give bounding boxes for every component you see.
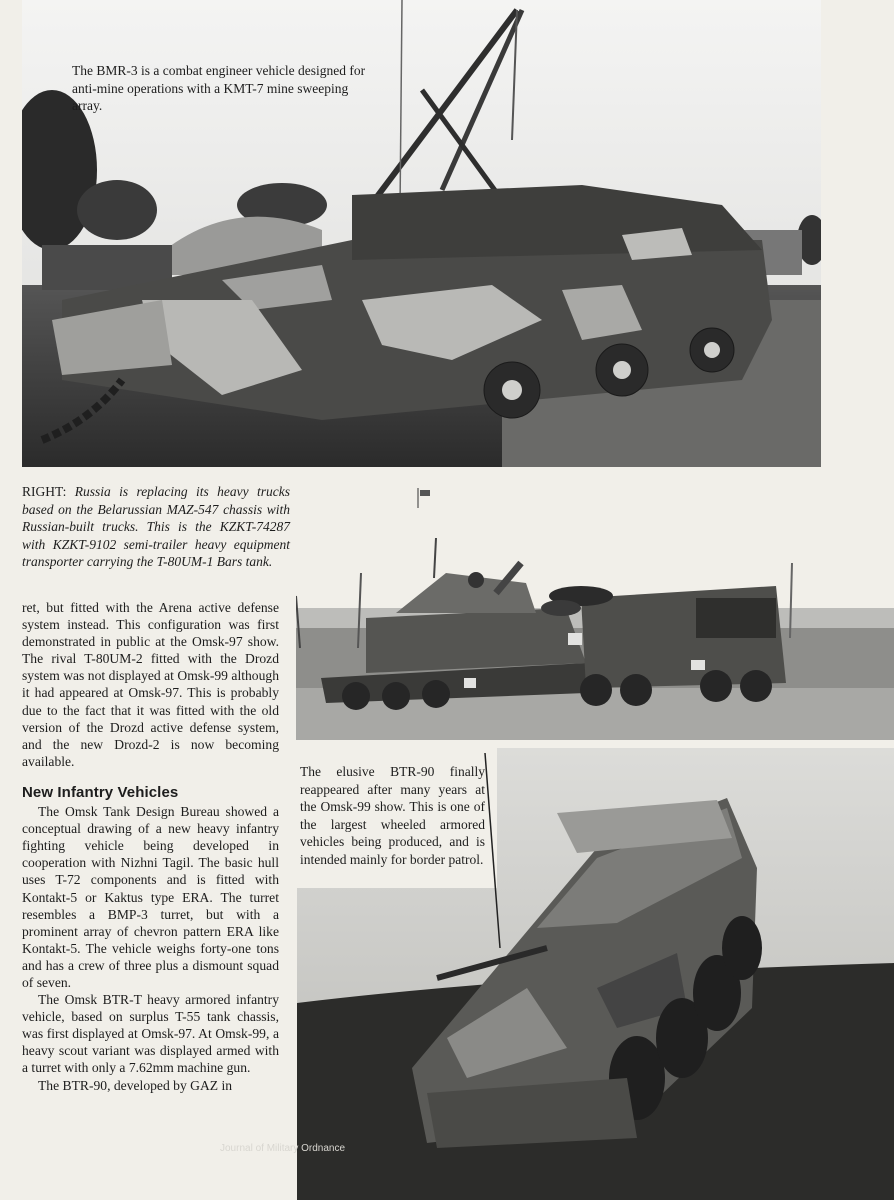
section-heading: New Infantry Vehicles — [22, 783, 179, 801]
kzkt-caption-text: Russia is replacing its heavy trucks based on the Belarussian MAZ-547 chassis with Russian-built trucks. This is the KZKT-74287 with KZKT-9102 semi-trailer heavy equipment transporter carrying the T-80UM-1 Bars tank. — [22, 484, 290, 570]
btr90-caption: The elusive BTR-90 finally reappeared after many years at the Omsk-99 show. This is one of the largest wheeled armored vehicles being produced, and is intended mainly for border patrol. — [300, 764, 485, 867]
body-para-1: The Omsk Tank Design Bureau showed a conceptual drawing of a new heavy infantry fighting vehicle being developed in cooperation with Nizhni Tagil. The basic hull uses T-72 components and is fitted with Kontakt-5 or Kaktus type ERA. The turret resembles a BMP-3 turret, but with a prominent array of chevron pattern ERA like Kontakt-5. The vehicle weighs forty-one tons and has a crew of three plus a dismount squad of seven. — [22, 804, 279, 990]
bmr3-caption: The BMR-3 is a combat engineer vehicle designed for anti-mine operations with a KMT-7 mine sweeping array. — [72, 63, 366, 114]
page-footer: Journal of Military Ordnance — [220, 1143, 346, 1154]
body-para-3: The BTR-90, developed by GAZ in — [38, 1077, 233, 1093]
kzkt-caption — [22, 483, 290, 571]
body-para-continued: ret, but fitted with the Arena active defense system instead. This configuration was first demonstrated in public at the Omsk-97 show. The rival T-80UM-2 fitted with the Drozd system was not displayed at Omsk-99 although it had appeared at Omsk-97. This is probably due to the fact that it was fitted with the old version of the Drozd active defense system, and the new Drozd-2 is now becoming available. — [22, 600, 279, 769]
kzkt-photo — [296, 468, 894, 740]
body-para-2: The Omsk BTR-T heavy armored infantry vehicle, based on surplus T-55 tank chassis, was first displayed at Omsk-97. At Omsk-99, a heavy scout variant was displayed armed with a turret with only a 7.62mm machine gun. — [22, 992, 279, 1076]
body-column — [22, 599, 279, 1094]
kzkt-caption-lead: RIGHT: — [22, 484, 67, 499]
